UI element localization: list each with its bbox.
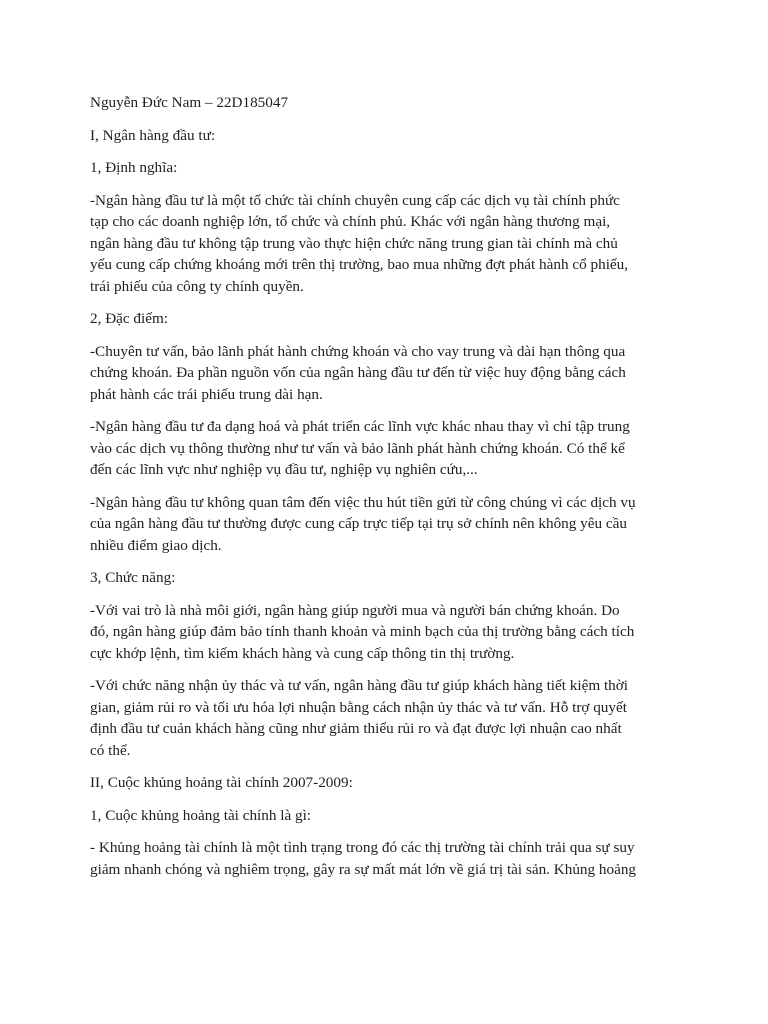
paragraph-functions-1: -Với vai trò là nhà môi giới, ngân hàng giúp người mua và người bán chứng khoán. Do đó, ngân hàng giúp đảm bảo tính thanh khoản và minh bạch của thị trường bằng cách tích cực khớp lệnh, tìm kiếm khách hàng và cung cấp thông tin thị trường. [90,601,635,662]
paragraph-characteristics-1: -Chuyên tư vấn, bảo lãnh phát hành chứng khoán và cho vay trung và dài hạn thông qua chứng khoán. Đa phần nguồn vốn của ngân hàng đầu tư đến từ việc huy động bằng cách phát hành các trái phiếu trung dài hạn. [90,342,626,403]
paragraph-functions-2: -Với chức năng nhận ủy thác và tư vấn, ngân hàng đầu tư giúp khách hàng tiết kiệm thời gian, giảm rủi ro và tối ưu hóa lợi nhuận bằng cách nhận ủy thác và tư vấn. Hỗ trợ quyết định đầu tư cuản khách hàng cũng như giảm thiểu rủi ro và đạt được lợi nhuận cao nhất có thể. [90,677,629,759]
paragraph-what-is-crisis: - Khủng hoảng tài chính là một tình trạng trong đó các thị trường tài chính trải qua sự suy giảm nhanh chóng và nghiêm trọng, gây ra sự mất mát lớn về giá trị tài sản. Khủng hoảng [90,839,637,878]
section-heading-investment-bank: I, Ngân hàng đầu tư: [90,126,216,144]
section-heading-financial-crisis: II, Cuộc khủng hoảng tài chính 2007-2009: [90,774,353,791]
paragraph-characteristics-3: -Ngân hàng đầu tư không quan tâm đến việc thu hút tiền gửi từ công chúng vì các dịch vụ của ngân hàng đầu tư thường được cung cấp trực tiếp tại trụ sở chính nên không yêu cầu nhiều điểm giao dịch. [90,493,636,554]
author-line: Nguyễn Đức Nam – 22D185047 [90,94,289,111]
subheading-what-is-crisis: 1, Cuộc khủng hoảng tài chính là gì: [90,806,312,824]
document-body [90,92,690,891]
paragraph-definition: -Ngân hàng đầu tư là một tổ chức tài chính chuyên cung cấp các dịch vụ tài chính phức tạp cho các doanh nghiệp lớn, tổ chức và chính phủ. Khác với ngân hàng thương mại, ngân hàng đầu tư không tập trung vào thực hiện chức năng trung gian tài chính mà chủ yếu cung cấp chứng khoáng mới trên thị trường, bao mua những đợt phát hành cổ phiếu, trái phiếu của công ty chính quyền. [90,191,629,295]
subheading-definition: 1, Định nghĩa: [90,159,178,176]
subheading-functions: 3, Chức năng: [90,569,176,586]
subheading-characteristics: 2, Đặc điểm: [90,310,169,327]
paragraph-characteristics-2: -Ngân hàng đầu tư đa dạng hoá và phát triển các lĩnh vực khác nhau thay vì chỉ tập trung vào các dịch vụ thông thường như tư vấn và bảo lãnh phát hành chứng khoán. Có thể kể đến các lĩnh vực như nghiệp vụ đầu tư, nghiệp vụ nghiên cứu,... [90,418,630,478]
